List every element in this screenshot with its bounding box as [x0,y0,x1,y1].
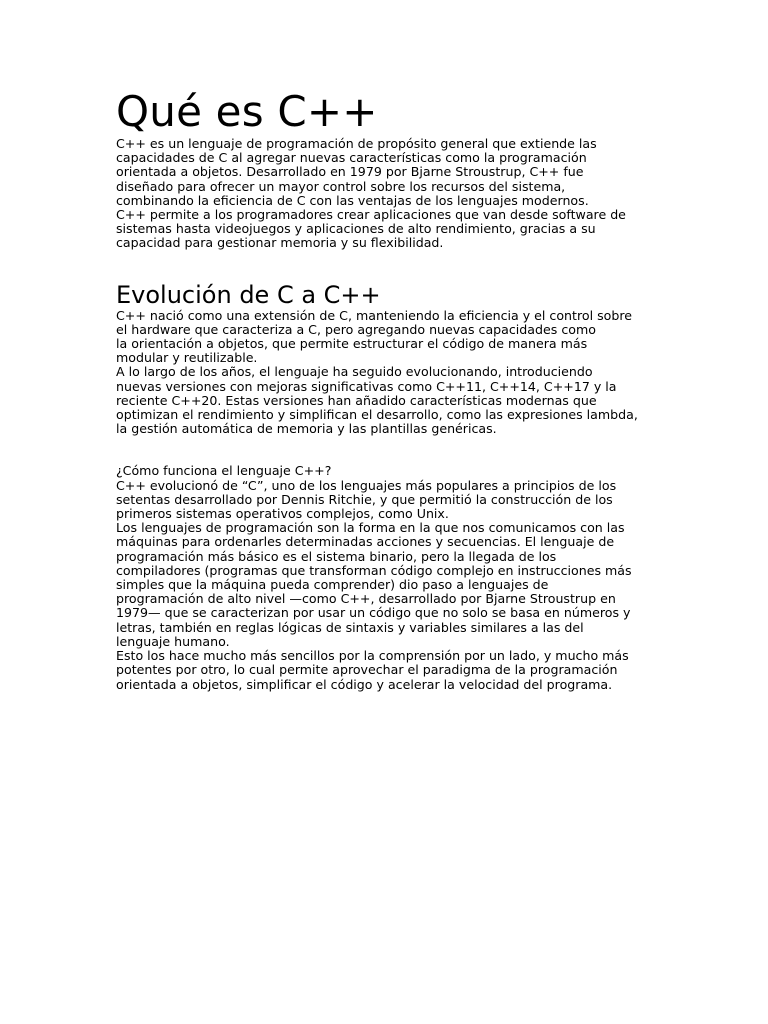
text-line: ¿Cómo funciona el lenguaje C++? [116,463,332,479]
text-line: lenguaje humano. [116,633,230,649]
text-line: programación más básico es el sistema binario, pero la llegada de los [116,548,557,564]
text-line: máquinas para ordenarles determinadas acciones y secuencias. El lenguaje de [116,534,615,550]
text-line: setentas desarrollado por Dennis Ritchie, y que permitió la construcción de los [116,491,613,507]
how-it-works-paragraph [116,464,661,691]
section-heading-evolution: Evolución de C a C++ [116,280,381,309]
text-line: la gestión automática de memoria y las plantillas genéricas. [116,421,497,437]
intro-paragraph [116,137,661,251]
text-line: combinando la eficiencia de C con las ventajas de los lenguajes modernos. [116,192,589,208]
text-line: letras, también en reglas lógicas de sintaxis y variables similares a las del [116,619,584,635]
text-line: modular y reutilizable. [116,350,258,366]
text-line: compiladores (programas que transforman código complejo en instrucciones más [116,562,632,578]
text-line: capacidad para gestionar memoria y su flexibilidad. [116,235,444,251]
text-line: C++ permite a los programadores crear aplicaciones que van desde software de [116,207,626,223]
evolution-paragraph [116,309,661,437]
text-line: capacidades de C al agregar nuevas características como la programación [116,150,587,166]
text-line: Esto los hace mucho más sencillos por la comprensión por un lado, y mucho más [116,648,629,664]
text-line: A lo largo de los años, el lenguaje ha seguido evolucionando, introduciendo [116,364,593,380]
text-line: C++ es un lenguaje de programación de propósito general que extiende las [116,136,597,151]
text-line: el hardware que caracteriza a C, pero agregando nuevas capacidades como [116,321,596,337]
text-line: la orientación a objetos, que permite estructurar el código de manera más [116,336,588,352]
text-line: primeros sistemas operativos complejos, como Unix. [116,506,449,522]
document-page [116,88,661,692]
text-line: C++ nació como una extensión de C, manteniendo la eficiencia y el control sobre [116,307,632,323]
text-line: optimizan el rendimiento y simplifican el desarrollo, como las expresiones lambda, [116,407,638,423]
text-line: simples que la máquina pueda comprender) dio paso a lenguajes de [116,577,549,593]
text-line: reciente C++20. Estas versiones han añadido características modernas que [116,392,597,408]
text-line: orientada a objetos, simplificar el código y acelerar la velocidad del programa. [116,676,613,692]
text-line: orientada a objetos. Desarrollado en 1979 por Bjarne Stroustrup, C++ fue [116,164,584,180]
text-line: nuevas versiones con mejoras significativas como C++11, C++14, C++17 y la [116,378,617,394]
text-line: sistemas hasta videojuegos y aplicaciones de alto rendimiento, gracias a su [116,221,596,237]
text-line: diseñado para ofrecer un mayor control sobre los recursos del sistema, [116,178,566,194]
page-title: Qué es C++ [116,87,378,136]
text-line: 1979— que se caracterizan por usar un código que no solo se basa en números y [116,605,631,621]
text-line: programación de alto nivel —como C++, desarrollado por Bjarne Stroustrup en [116,591,616,607]
text-line: potentes por otro, lo cual permite aprovechar el paradigma de la programación [116,662,618,678]
text-line: Los lenguajes de programación son la forma en la que nos comunicamos con las [116,520,625,536]
text-line: C++ evolucionó de “C”, uno de los lenguajes más populares a principios de los [116,477,617,493]
